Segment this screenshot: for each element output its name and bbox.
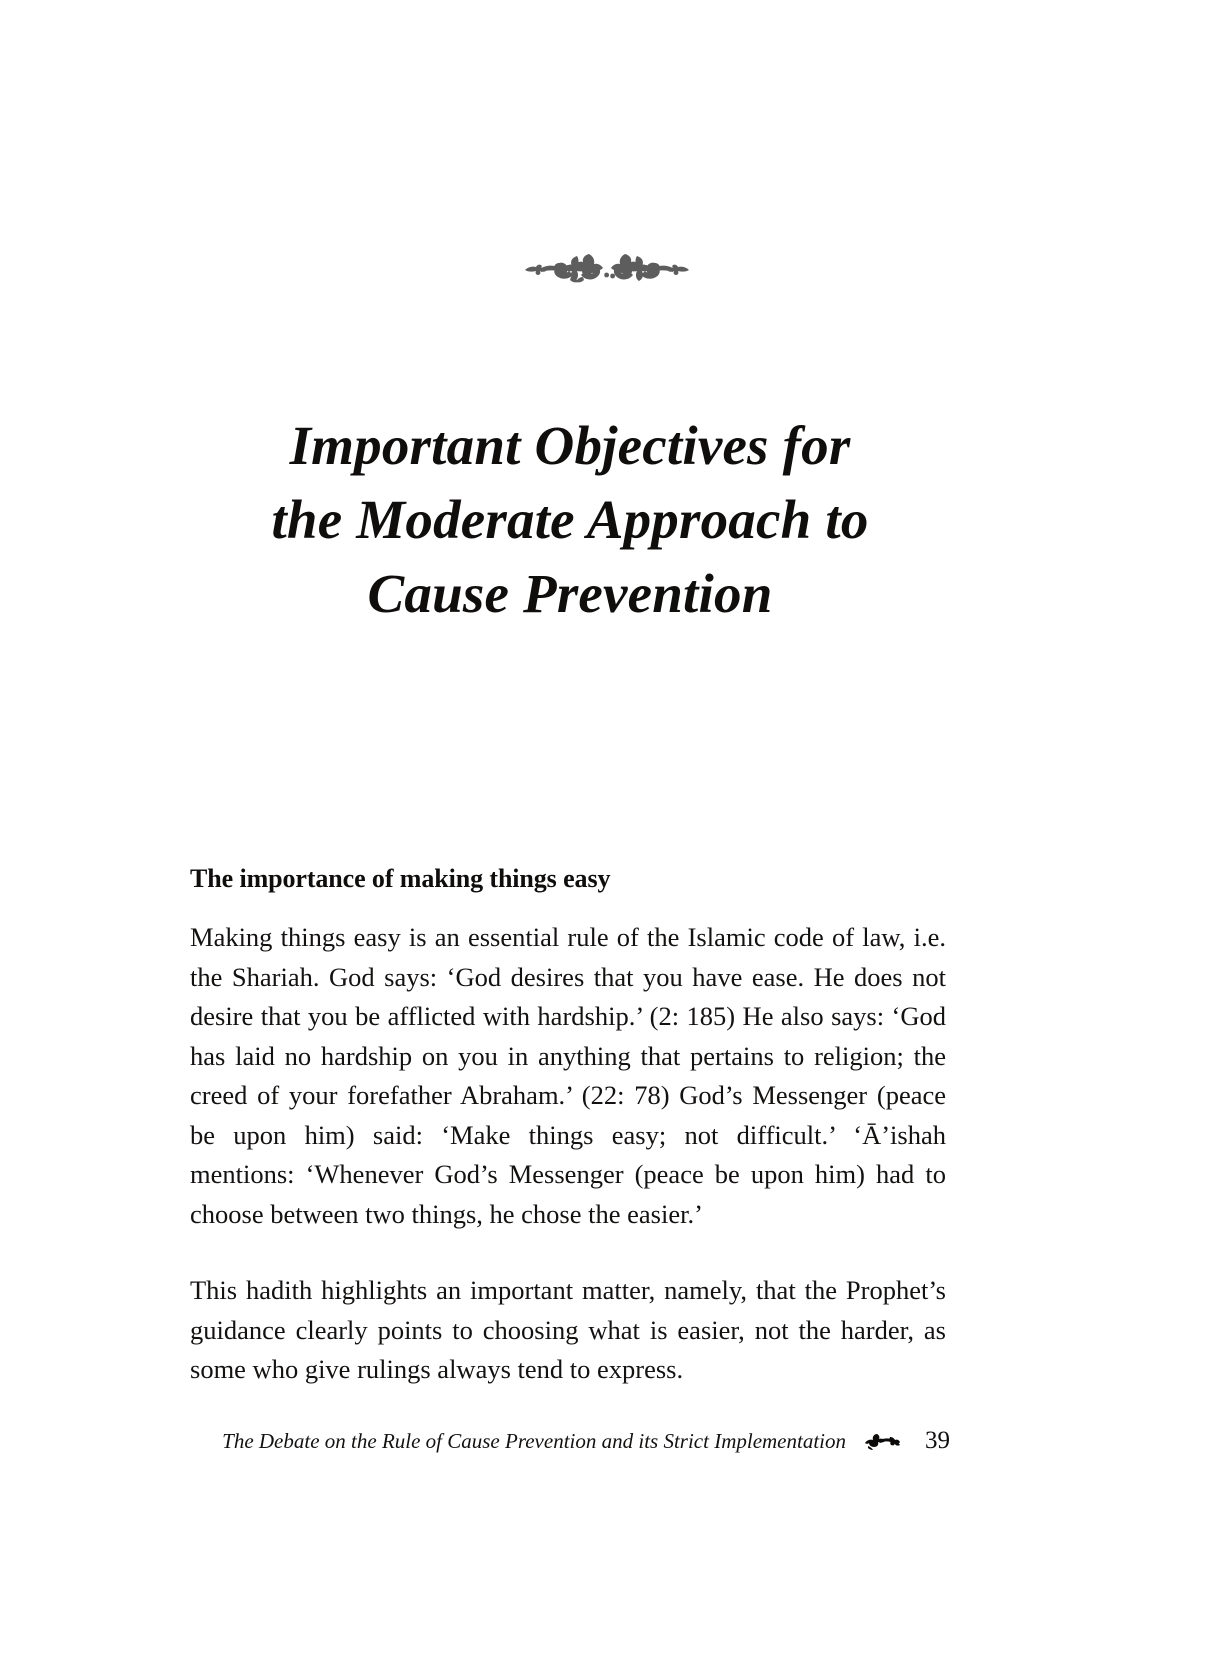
chapter-title-line: Important Objectives for: [289, 414, 851, 476]
body-paragraph: Making things easy is an essential rule of the Islamic code of law, i.e. the Shariah. God says: ‘God desires that you have ease. He does not desire that you be afflicted with hardship.’ (2: 185) He also says: ‘God has laid no hardship on you in anything that pertains to religion; the creed of your forefather Abraham.’ (22: 78) God’s Messenger (peace be upon him) said: ‘Make things easy; not difficult.’ ‘Ā’ishah mentions: ‘Whenever God’s Messenger (peace be upon him) had to choose between two things, he chose the easier.’: [190, 922, 946, 1229]
body-paragraph: This hadith highlights an important matter, namely, that the Prophet’s guidance clearly points to choosing what is easier, not the harder, as some who give rulings always tend to express.: [190, 1275, 946, 1384]
section-heading: The importance of making things easy: [190, 864, 611, 893]
running-title: The Debate on the Rule of Cause Prevention and its Strict Implementation: [222, 1429, 846, 1453]
page-number: 39: [925, 1427, 950, 1454]
chapter-title-line: the Moderate Approach to: [271, 488, 869, 550]
chapter-title-line: Cause Prevention: [367, 562, 773, 624]
page-footer: [190, 1428, 950, 1454]
small-leaf-vine-ornament-icon: [862, 1431, 902, 1451]
chapter-title: [190, 409, 950, 631]
top-ornament-container: [0, 244, 1214, 296]
floral-vine-divider-ornament-icon: [519, 244, 695, 296]
body-content: [190, 862, 946, 1390]
